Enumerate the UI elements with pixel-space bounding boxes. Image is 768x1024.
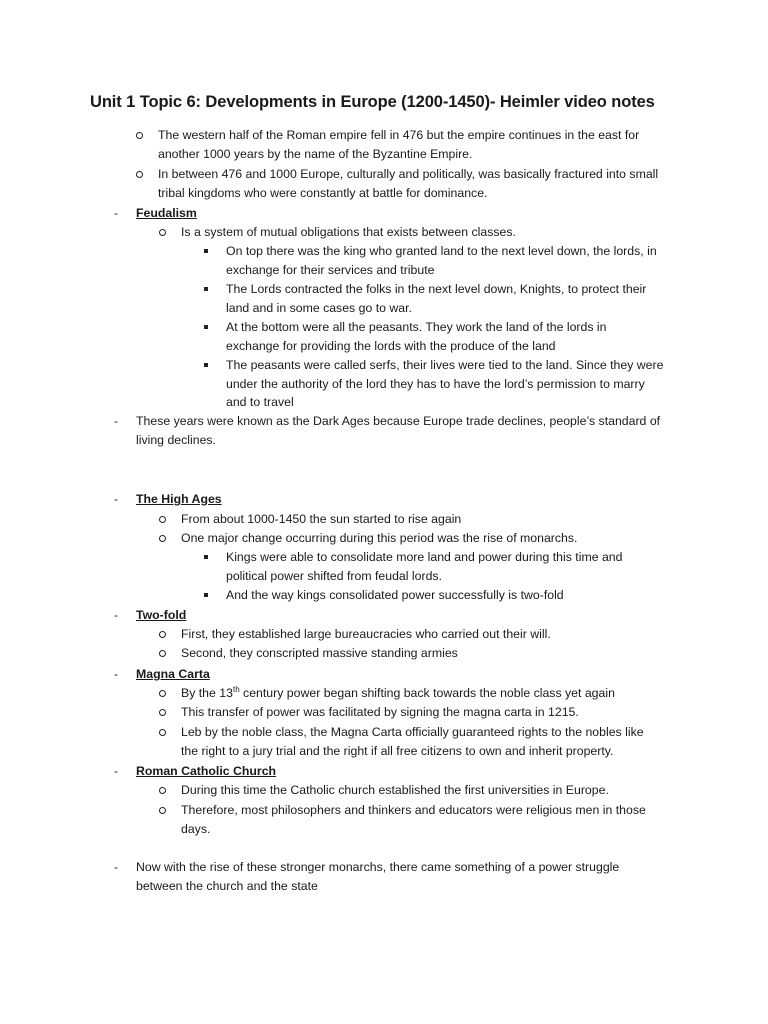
circle-bullet-icon bbox=[159, 650, 166, 657]
square-bullet-icon bbox=[204, 363, 208, 367]
church-heading: Roman Catholic Church bbox=[136, 764, 277, 778]
circle-bullet-icon bbox=[159, 787, 166, 794]
high-ages-sub-2: And the way kings consolidated power successfully is two-fold bbox=[226, 588, 564, 602]
intro-2-line-1: In between 476 and 1000 Europe, culturally and politically, was basically fractured into small bbox=[158, 167, 659, 181]
high-ages-sub-1-line-2: political power shifted from feudal lords. bbox=[226, 569, 442, 583]
circle-bullet-icon bbox=[136, 171, 143, 178]
circle-bullet-icon bbox=[159, 631, 166, 638]
intro-1-line-1: The western half of the Roman empire fell in 476 but the empire continues in the east for bbox=[158, 128, 640, 142]
power-struggle-line-2: between the church and the state bbox=[136, 879, 318, 893]
circle-bullet-icon bbox=[159, 229, 166, 236]
dash-bullet: - bbox=[114, 667, 118, 681]
intro-2-line-2: tribal kingdoms who were constantly at battle for dominance. bbox=[158, 186, 488, 200]
circle-bullet-icon bbox=[159, 690, 166, 697]
high-ages-item-1: From about 1000-1450 the sun started to rise again bbox=[181, 512, 462, 526]
dash-bullet: - bbox=[114, 414, 118, 428]
square-bullet-icon bbox=[204, 593, 208, 597]
feudalism-heading: Feudalism bbox=[136, 206, 197, 220]
dash-bullet: - bbox=[114, 206, 118, 220]
square-bullet-icon bbox=[204, 325, 208, 329]
circle-bullet-icon bbox=[159, 535, 166, 542]
power-struggle-line-1: Now with the rise of these stronger monarchs, there came something of a power struggle bbox=[136, 860, 620, 874]
high-ages-heading: The High Ages bbox=[136, 492, 222, 506]
square-bullet-icon bbox=[204, 287, 208, 291]
magna-carta-item-1-rest: century power began shifting back towards the noble class yet again bbox=[239, 686, 615, 700]
feudalism-point-1-line-1: On top there was the king who granted land to the next level down, the lords, in bbox=[226, 244, 657, 258]
two-fold-item-2: Second, they conscripted massive standing armies bbox=[181, 646, 458, 660]
dash-bullet: - bbox=[114, 608, 118, 622]
page-title: Unit 1 Topic 6: Developments in Europe (1200-1450)- Heimler video notes bbox=[90, 93, 655, 111]
feudalism-point-2-line-2: land and in some cases go to war. bbox=[226, 301, 412, 315]
magna-carta-heading: Magna Carta bbox=[136, 667, 210, 681]
feudalism-point-4-line-3: and to travel bbox=[226, 395, 294, 409]
two-fold-item-1: First, they established large bureaucracies who carried out their will. bbox=[181, 627, 551, 641]
circle-bullet-icon bbox=[159, 807, 166, 814]
church-item-2-line-2: days. bbox=[181, 822, 211, 836]
circle-bullet-icon bbox=[159, 516, 166, 523]
circle-bullet-icon bbox=[159, 709, 166, 716]
magna-carta-item-1-text: By the 13 bbox=[181, 686, 233, 700]
square-bullet-icon bbox=[204, 249, 208, 253]
square-bullet-icon bbox=[204, 555, 208, 559]
church-item-2-line-1: Therefore, most philosophers and thinkers and educators were religious men in those bbox=[181, 803, 646, 817]
magna-carta-item-1 bbox=[181, 684, 615, 703]
high-ages-sub-1-line-1: Kings were able to consolidate more land and power during this time and bbox=[226, 550, 623, 564]
magna-carta-item-3-line-2: the right to a jury trial and the right if all free citizens to own and inherit property. bbox=[181, 744, 614, 758]
feudalism-point-3-line-1: At the bottom were all the peasants. They work the land of the lords in bbox=[226, 320, 607, 334]
two-fold-heading: Two-fold bbox=[136, 608, 187, 622]
feudalism-definition: Is a system of mutual obligations that exists between classes. bbox=[181, 225, 516, 239]
magna-carta-item-2: This transfer of power was facilitated by signing the magna carta in 1215. bbox=[181, 705, 579, 719]
dash-bullet: - bbox=[114, 492, 118, 506]
dash-bullet: - bbox=[114, 860, 118, 874]
circle-bullet-icon bbox=[136, 132, 143, 139]
feudalism-point-1-line-2: exchange for their services and tribute bbox=[226, 263, 435, 277]
magna-carta-item-3-line-1: Leb by the noble class, the Magna Carta officially guaranteed rights to the nobles like bbox=[181, 725, 644, 739]
feudalism-point-4-line-2: under the authority of the lord they has to have the lord’s permission to marry bbox=[226, 377, 645, 391]
dash-bullet: - bbox=[114, 764, 118, 778]
dark-ages-line-1: These years were known as the Dark Ages because Europe trade declines, people’s standard of bbox=[136, 414, 661, 428]
feudalism-point-3-line-2: exchange for providing the lords with the produce of the land bbox=[226, 339, 556, 353]
dark-ages-line-2: living declines. bbox=[136, 433, 216, 447]
feudalism-point-4-line-1: The peasants were called serfs, their lives were tied to the land. Since they were bbox=[226, 358, 664, 372]
high-ages-item-2: One major change occurring during this period was the rise of monarchs. bbox=[181, 531, 578, 545]
ordinal-suffix: th bbox=[232, 684, 240, 694]
feudalism-point-2-line-1: The Lords contracted the folks in the next level down, Knights, to protect their bbox=[226, 282, 647, 296]
circle-bullet-icon bbox=[159, 729, 166, 736]
intro-1-line-2: another 1000 years by the name of the Byzantine Empire. bbox=[158, 147, 473, 161]
church-item-1: During this time the Catholic church established the first universities in Europe. bbox=[181, 783, 609, 797]
